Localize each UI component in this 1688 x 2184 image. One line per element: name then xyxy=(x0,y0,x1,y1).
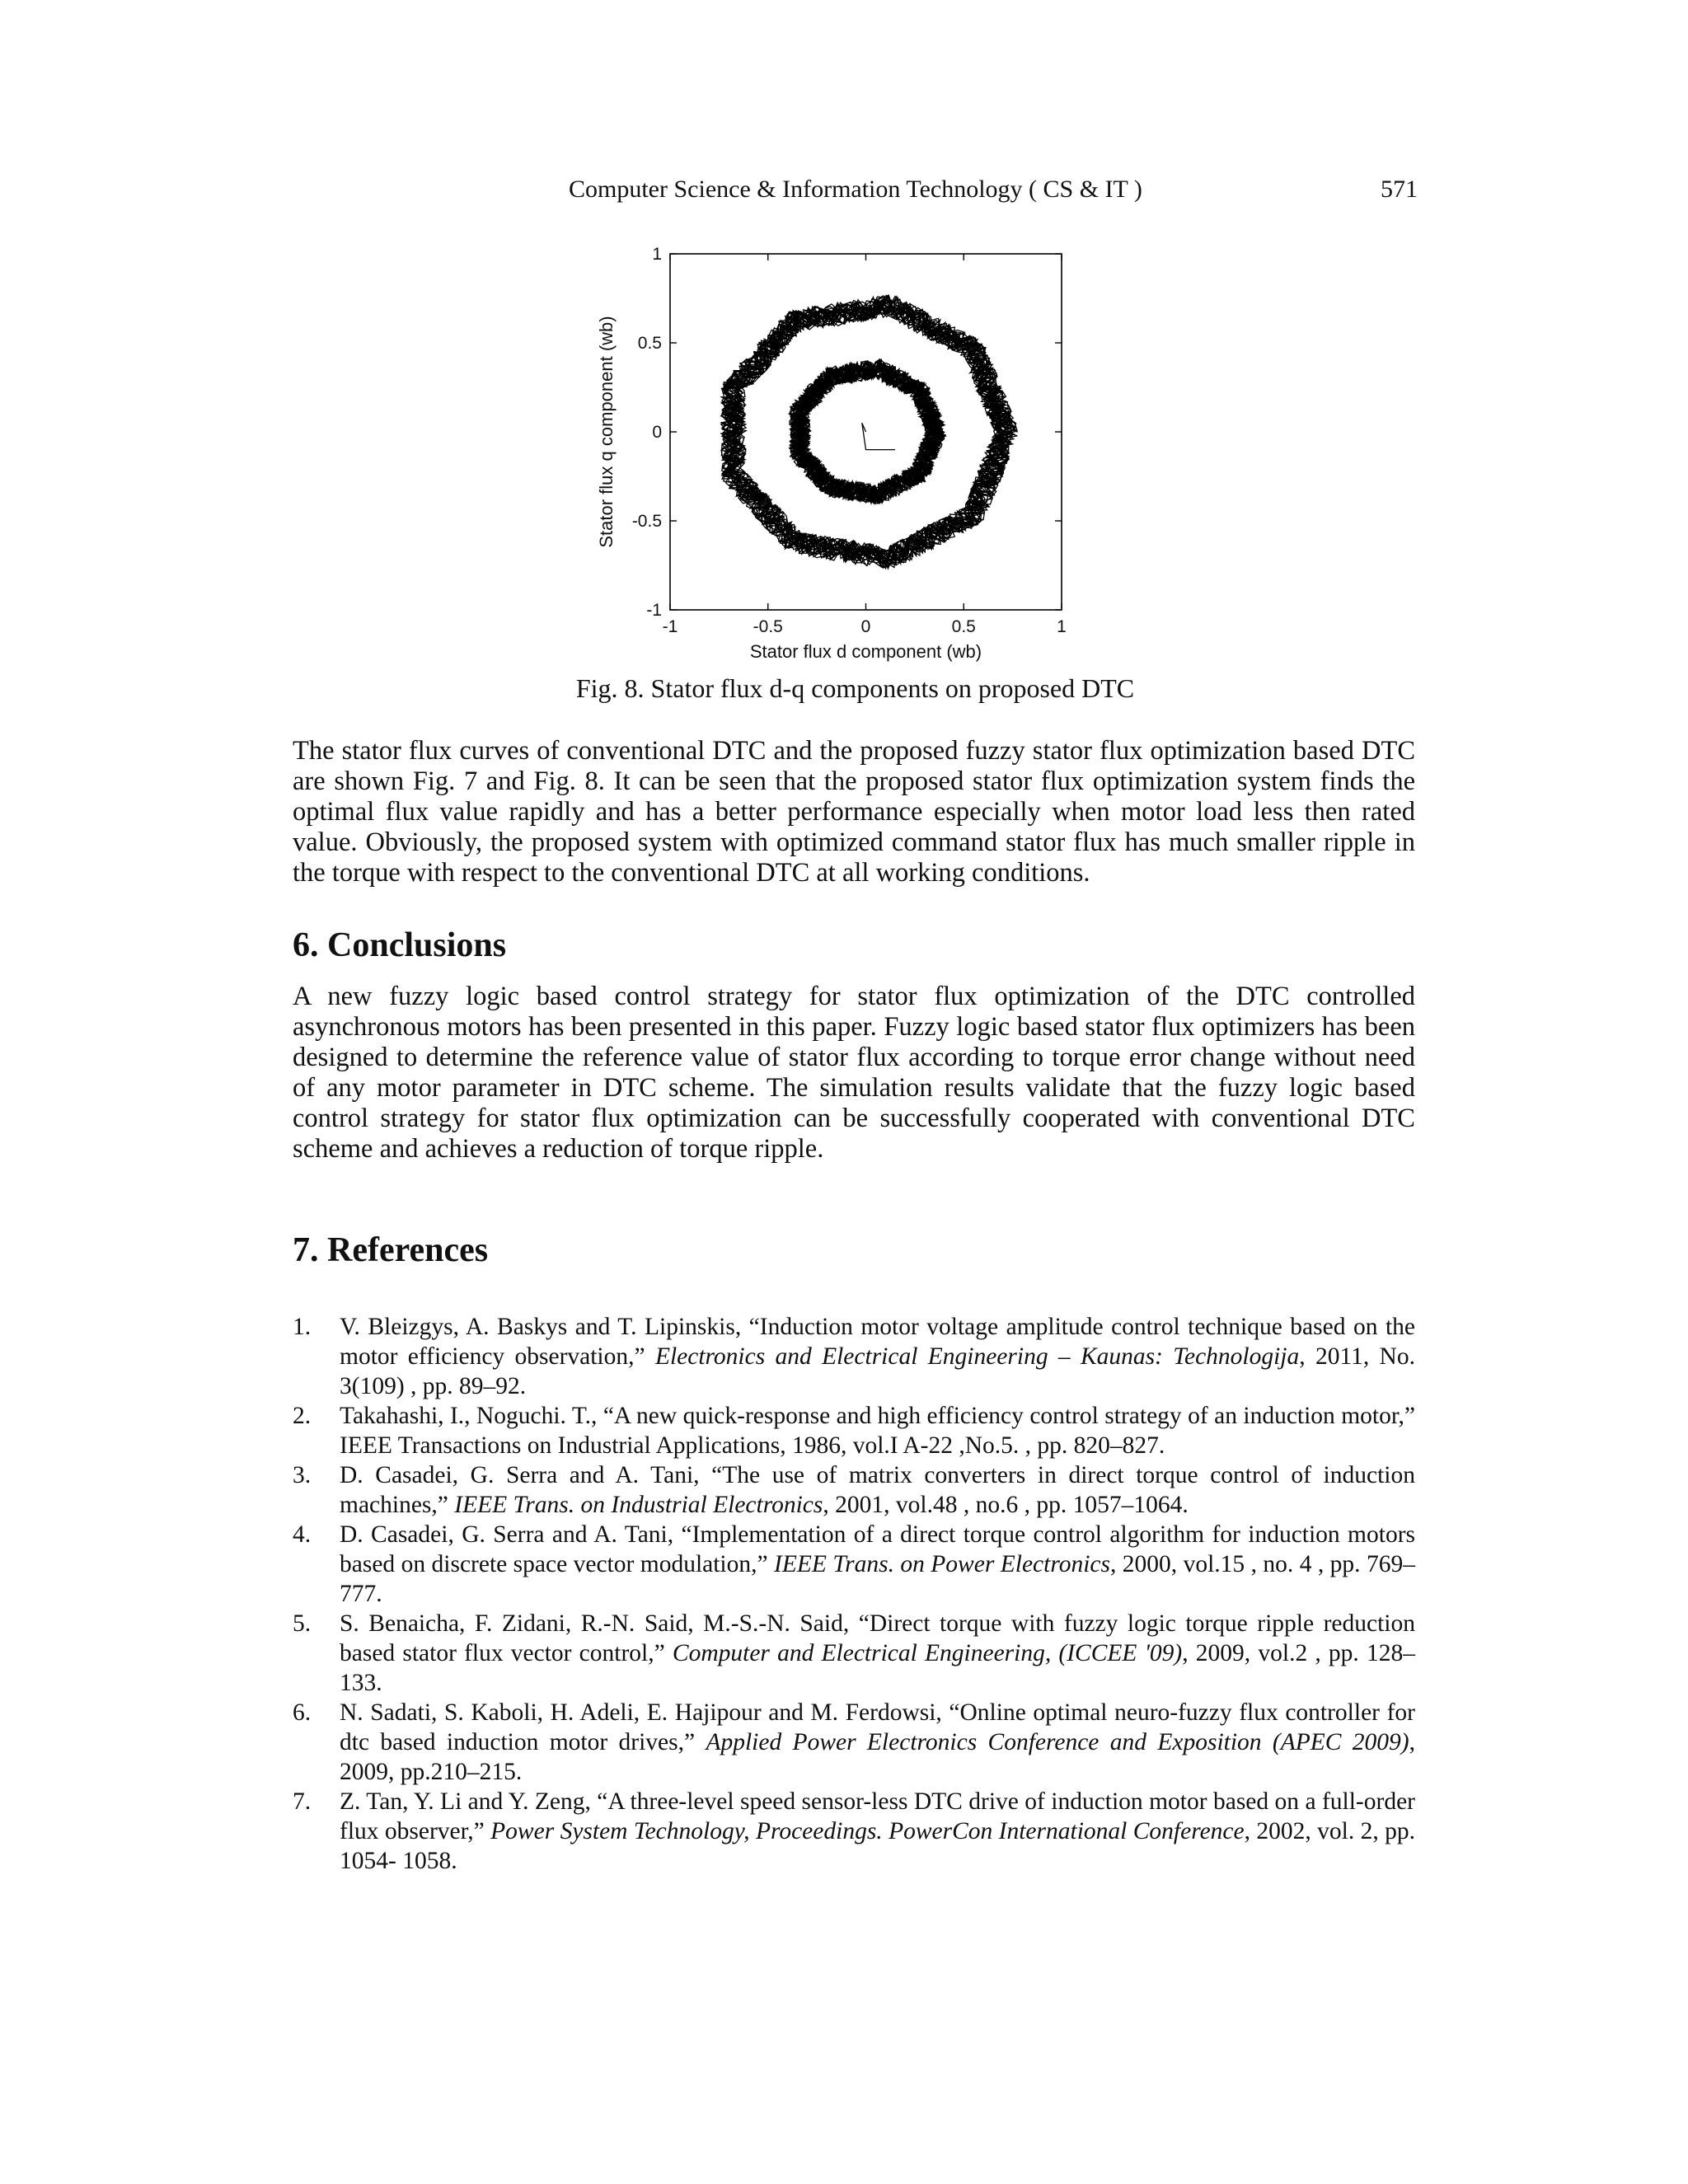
reference-text: D. Casadei, G. Serra and A. Tani, “Implementation of a direct torque control algorithm for induction motors based on discrete space vector modulation,” IEEE Trans. on Power Electronics, 2000, vol.15 , no. 4 , pp. 769–777. xyxy=(340,1521,1415,1607)
reference-item xyxy=(293,1460,1415,1520)
y-tick-label: -0.5 xyxy=(631,512,662,531)
x-tick-label: -0.5 xyxy=(753,617,783,636)
y-axis-label: Stator flux q component (wb) xyxy=(596,316,617,548)
y-tick-label: -1 xyxy=(646,601,662,620)
reference-item xyxy=(293,1698,1415,1787)
figure-caption: Fig. 8. Stator flux d-q components on proposed DTC xyxy=(575,673,1135,703)
running-title: Computer Science & Information Technology ( CS & IT ) xyxy=(569,176,1142,203)
reference-item xyxy=(293,1312,1415,1401)
reference-number: 6. xyxy=(293,1699,312,1726)
reference-item xyxy=(293,1401,1415,1460)
x-tick-label: 0.5 xyxy=(951,617,976,636)
inner-flux-ring xyxy=(790,359,945,504)
reference-number: 7. xyxy=(293,1788,312,1815)
startup-trace xyxy=(862,423,895,449)
reference-text: Takahashi, I., Noguchi. T., “A new quick-response and high efficiency control strategy of an induction motor,” IEEE Transactions on Industrial Applications, 1986, vol.I A-22 ,No.5. , pp. 820–827. xyxy=(340,1403,1415,1459)
x-tick-label: -1 xyxy=(662,617,678,636)
reference-number: 3. xyxy=(293,1462,312,1488)
figure-8 xyxy=(589,239,1084,676)
section-heading-references: 7. References xyxy=(293,1231,489,1269)
conclusions-paragraph: A new fuzzy logic based control strategy for stator flux optimization of the DTC controlled asynchronous motors has been presented in this paper. Fuzzy logic based stator flux optimizers has been designed to determine the reference value of stator flux according to torque error change without need of any motor parameter in DTC scheme. The simulation results validate that the fuzzy logic based control strategy for stator flux optimization can be successfully cooperated with conventional DTC scheme and achieves a reduction of torque ripple. xyxy=(293,982,1415,1164)
reference-item xyxy=(293,1520,1415,1609)
y-tick-label: 0.5 xyxy=(637,334,662,353)
reference-item xyxy=(293,1787,1415,1876)
discussion-paragraph: The stator flux curves of conventional DTC and the proposed fuzzy stator flux optimization based DTC are shown Fig. 7 and Fig. 8. It can be seen that the proposed stator flux optimization system finds the optimal flux value rapidly and has a better performance especially when motor load less then rated value. Obviously, the proposed system with optimized command stator flux has much smaller ripple in the torque with respect to the conventional DTC at all working conditions. xyxy=(293,736,1415,888)
reference-number: 2. xyxy=(293,1403,312,1429)
x-axis-label: Stator flux d component (wb) xyxy=(749,641,982,662)
reference-number: 4. xyxy=(293,1521,312,1548)
reference-text: N. Sadati, S. Kaboli, H. Adeli, E. Hajipour and M. Ferdowsi, “Online optimal neuro-fuzzy flux controller for dtc based induction motor drives,” Applied Power Electronics Conference and Exposition (APEC 2009), 2009, pp.210–215. xyxy=(340,1699,1415,1785)
reference-text: S. Benaicha, F. Zidani, R.-N. Said, M.-S.-N. Said, “Direct torque with fuzzy logic torque ripple reduction based stator flux vector control,” Computer and Electrical Engineering, (ICCEE '09), 2009, vol.2 , pp. 128–133. xyxy=(340,1610,1415,1696)
reference-text: D. Casadei, G. Serra and A. Tani, “The use of matrix converters in direct torque control of induction machines,” IEEE Trans. on Industrial Electronics, 2001, vol.48 , no.6 , pp. 1057–1064. xyxy=(340,1462,1415,1518)
reference-number: 1. xyxy=(293,1314,312,1340)
reference-list xyxy=(293,1312,1415,1876)
section-heading-conclusions: 6. Conclusions xyxy=(293,926,507,964)
y-tick-label: 0 xyxy=(652,423,662,442)
outer-flux-ring xyxy=(721,295,1018,569)
reference-number: 5. xyxy=(293,1610,312,1637)
x-tick-label: 1 xyxy=(1057,617,1067,636)
y-tick-label: 1 xyxy=(652,245,662,264)
page-number: 571 xyxy=(1381,176,1418,203)
flux-plot xyxy=(589,239,1084,676)
reference-item xyxy=(293,1609,1415,1698)
reference-text: Z. Tan, Y. Li and Y. Zeng, “A three-level speed sensor-less DTC drive of induction motor based on a full-order flux observer,” Power System Technology, Proceedings. PowerCon International Conference, 2002, vol. 2, pp. 1054- 1058. xyxy=(340,1788,1415,1874)
running-head xyxy=(293,173,1418,206)
reference-text: V. Bleizgys, A. Baskys and T. Lipinskis, “Induction motor voltage amplitude control technique based on the motor efficiency observation,” Electronics and Electrical Engineering – Kaunas: Technologija, 2011, No. 3(109) , pp. 89–92. xyxy=(340,1314,1415,1399)
x-tick-label: 0 xyxy=(860,617,871,636)
